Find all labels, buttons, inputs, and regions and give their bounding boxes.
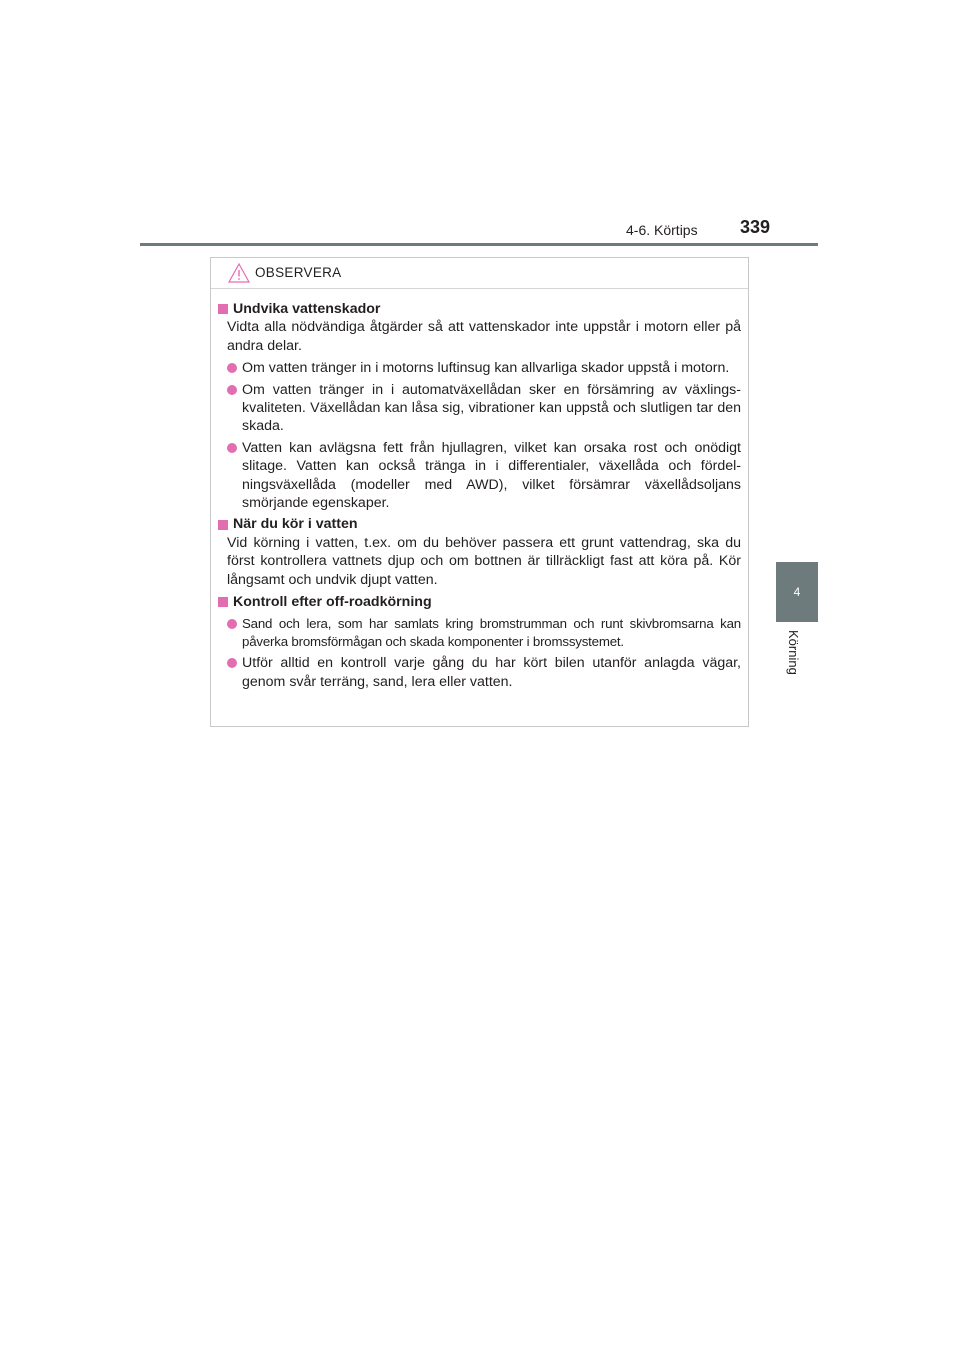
section-paragraph: Vidta alla nödvändiga åtgärder så att vattenskador inte uppstår i motorn eller på andra delar.	[227, 319, 741, 354]
section-paragraph: Vid körning i vatten, t.ex. om du behöver passera ett grunt vattendrag, ska du först kontrollera vattnets djup och om bottnen är tillräckligt fast att köra på. Kör långsamt och undvik djupt vatten.	[227, 534, 741, 588]
section-offroad-check	[217, 593, 741, 691]
page-number: 339	[740, 217, 771, 237]
caution-header	[211, 258, 748, 289]
header-section-title: 4-6. Körtips	[626, 222, 698, 238]
round-bullet-icon	[227, 363, 237, 373]
round-bullet-icon	[227, 658, 237, 668]
caution-body	[211, 289, 748, 691]
square-bullet-icon	[218, 597, 228, 607]
round-bullet-icon	[227, 385, 237, 395]
caution-title: OBSERVERA	[255, 265, 342, 280]
list-item: Vatten kan avlägsna fett från hjullagren, vilket kan orsaka rost och onödigt slitage. Vatten kan också tränga in i differentialer, växellåda och fördel-ningsväxellåda (modeller med AWD), vilket försämrar växellådsoljans smörjande egenskaper.	[217, 439, 741, 513]
section-title: Undvika vattenskador	[217, 300, 741, 318]
header-rule	[140, 243, 818, 246]
caution-box	[210, 257, 749, 727]
round-bullet-icon	[227, 443, 237, 453]
warning-triangle-icon	[227, 262, 251, 289]
square-bullet-icon	[218, 304, 228, 314]
chapter-label: Körning	[786, 630, 801, 675]
section-title: När du kör i vatten	[217, 515, 741, 533]
round-bullet-icon	[227, 619, 237, 629]
section-title: Kontroll efter off-roadkörning	[217, 593, 741, 611]
chapter-number: 4	[793, 585, 801, 599]
list-item: Om vatten tränger in i automatväxellådan sker en försämring av växlings-kvaliteten. Växellådan kan låsa sig, vibrationer kan uppstå och slutligen tar den skada.	[217, 381, 741, 436]
list-item: Utför alltid en kontroll varje gång du har kört bilen utanför anlagda vägar, genom svår terräng, sand, lera eller vatten.	[217, 654, 741, 691]
section-driving-in-water	[217, 515, 741, 589]
list-item: Om vatten tränger in i motorns luftinsug kan allvarliga skador uppstå i motorn.	[217, 359, 741, 377]
chapter-tab	[776, 562, 818, 622]
square-bullet-icon	[218, 520, 228, 530]
section-water-damage	[217, 300, 741, 512]
list-item: Sand och lera, som har samlats kring bromstrumman och runt skivbromsarna kan påverka bromsförmågan och skada komponenter i bromssystemet.	[217, 615, 741, 652]
